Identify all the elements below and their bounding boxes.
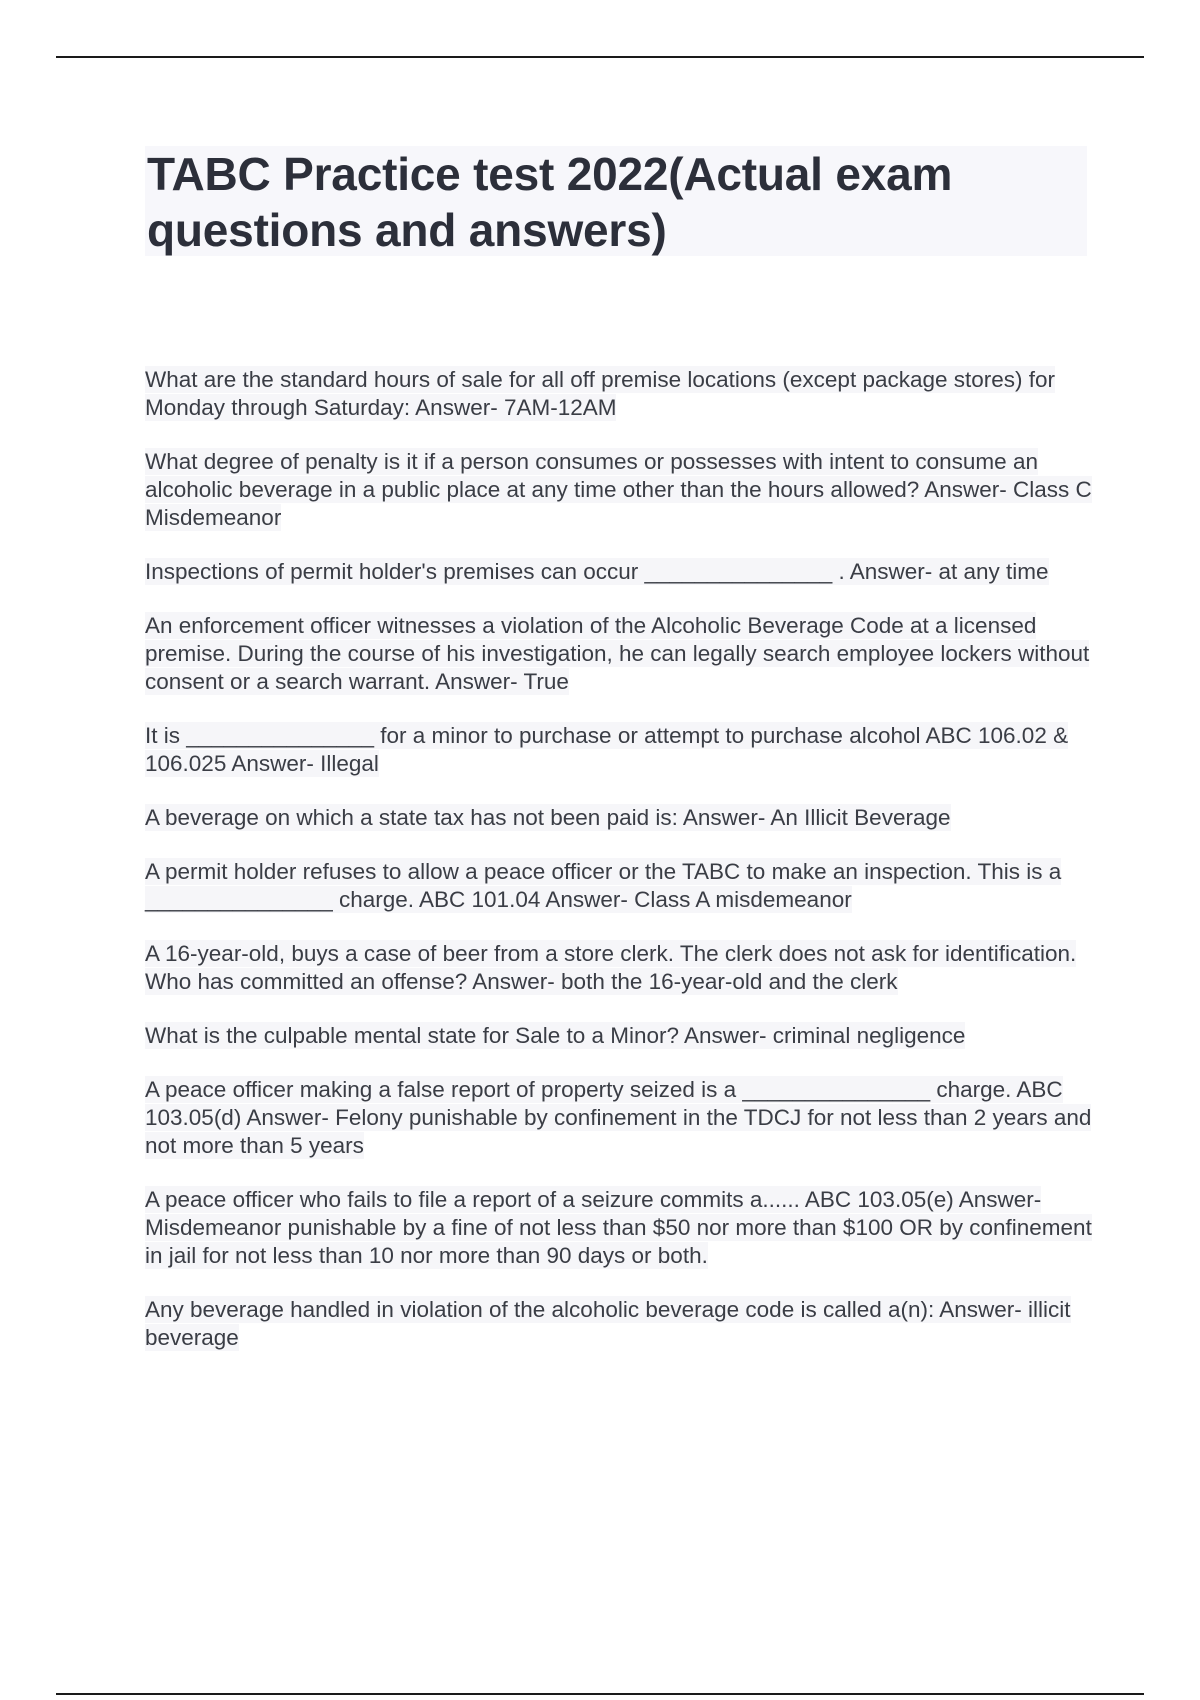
qa-item [145,448,1095,532]
top-rule [56,56,1144,58]
qa-text: A peace officer making a false report of property seized is a _______________ charge. ABC 103.05(d) Answer- Felony punishable by confinement in the TDCJ for not less than 2 years and not more than 5 years [145,1077,1092,1158]
qa-item [145,366,1095,422]
qa-text: Any beverage handled in violation of the alcoholic beverage code is called a(n): Answer- illicit beverage [145,1297,1071,1350]
qa-text: A permit holder refuses to allow a peace officer or the TABC to make an inspection. This is a _______________ charge. ABC 101.04 Answer- Class A misdemeanor [145,859,1062,912]
qa-item [145,1076,1095,1160]
qa-text: It is _______________ for a minor to purchase or attempt to purchase alcohol ABC 106.02 & 106.025 Answer- Illegal [145,723,1069,776]
qa-text: An enforcement officer witnesses a violation of the Alcoholic Beverage Code at a licensed premise. During the course of his investigation, he can legally search employee lockers without consent or a search warrant. Answer- True [145,613,1090,694]
qa-item [145,1186,1095,1270]
qa-item [145,558,1095,586]
qa-text: What degree of penalty is it if a person consumes or possesses with intent to consume an alcoholic beverage in a public place at any time other than the hours allowed? Answer- Class C Misdemeanor [145,449,1092,530]
qa-text: A peace officer who fails to file a report of a seizure commits a...... ABC 103.05(e) Answer- Misdemeanor punishable by a fine of not less than $50 nor more than $100 OR by confinement in jail for not less than 10 nor more than 90 days or both. [145,1187,1092,1268]
qa-text: A 16-year-old, buys a case of beer from a store clerk. The clerk does not ask for identification. Who has committed an offense? Answer- both the 16-year-old and the clerk [145,941,1077,994]
question-answer-list [145,366,1095,1378]
qa-item [145,804,1095,832]
qa-item [145,858,1095,914]
qa-text: What are the standard hours of sale for all off premise locations (except package stores) for Monday through Saturday: Answer- 7AM-12AM [145,367,1056,420]
document-title: TABC Practice test 2022(Actual exam questions and answers) [147,148,953,256]
qa-item [145,612,1095,696]
qa-item [145,1022,1095,1050]
qa-text: What is the culpable mental state for Sale to a Minor? Answer- criminal negligence [145,1023,966,1048]
bottom-rule [56,1693,1144,1695]
qa-item [145,940,1095,996]
qa-text: Inspections of permit holder's premises can occur _______________ . Answer- at any time [145,559,1049,584]
qa-text: A beverage on which a state tax has not been paid is: Answer- An Illicit Beverage [145,805,951,830]
title-block [145,146,1087,256]
qa-item [145,1296,1095,1352]
qa-item [145,722,1095,778]
